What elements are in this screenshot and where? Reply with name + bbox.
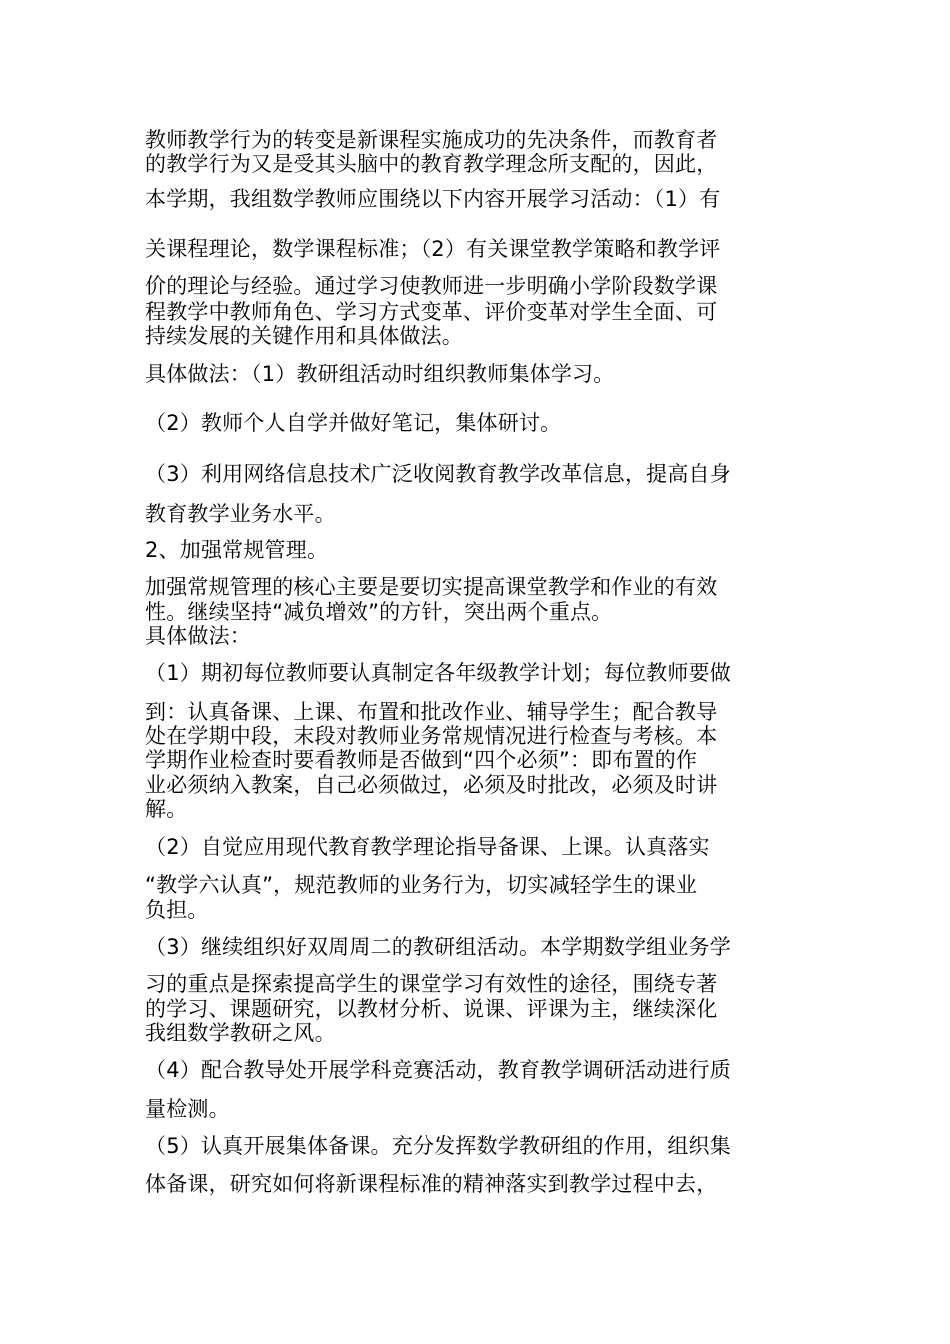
text-line: 业必须纳入教案，自己必须做过，必须及时批改，必须及时讲 — [145, 773, 718, 797]
section-heading: 2、加强常规管理。 — [145, 538, 329, 562]
text-line: 本学期，我组数学教师应围绕以下内容开展学习活动：（1）有 — [145, 187, 721, 211]
text-line: 体备课，研究如何将新课程标准的精神落实到教学过程中去， — [145, 1172, 718, 1196]
text-line: 加强常规管理的核心主要是要切实提高课堂教学和作业的有效 — [145, 575, 718, 599]
text-line: 持续发展的关键作用和具体做法。 — [145, 324, 463, 348]
text-line: （3）继续组织好双周周二的教研组活动。本学期数学组业务学 — [145, 935, 731, 959]
text-line: （4）配合教导处开展学科竞赛活动，教育教学调研活动进行质 — [145, 1058, 731, 1082]
text-line: 学期作业检查时要看教师是否做到“四个必须”：即布置的作 — [145, 748, 698, 772]
text-line: 解。 — [145, 797, 188, 821]
text-line: 习的重点是探索提高学生的课堂学习有效性的途径，围绕专著 — [145, 972, 718, 996]
text-line: 到：认真备课、上课、布置和批改作业、辅导学生；配合教导 — [145, 700, 718, 724]
text-line: 处在学期中段，末段对教师业务常规情况进行检查与考核。本 — [145, 724, 718, 748]
text-line: 量检测。 — [145, 1097, 230, 1121]
text-line: （1）期初每位教师要认真制定各年级教学计划；每位教师要做 — [145, 661, 731, 685]
text-line: 负担。 — [145, 898, 209, 922]
text-line: 性。继续坚持“减负增效”的方针，突出两个重点。 — [145, 600, 613, 624]
text-line: “教学六认真”，规范教师的业务行为，切实减轻学生的课业 — [145, 873, 698, 897]
text-line: 关课程理论，数学课程标准；（2）有关课堂教学策略和教学评 — [145, 237, 721, 261]
text-line: 程教学中教师角色、学习方式变革、评价变革对学生全面、可 — [145, 300, 718, 324]
text-line: 的教学行为又是受其头脑中的教育教学理念所支配的，因此， — [145, 152, 718, 176]
text-line: 教育教学业务水平。 — [145, 502, 336, 526]
text-line: （2）教师个人自学并做好笔记，集体研讨。 — [145, 411, 562, 435]
text-line: （3）利用网络信息技术广泛收阅教育教学改革信息，提高自身 — [145, 462, 731, 486]
text-line: 价的理论与经验。通过学习使教师进一步明确小学阶段数学课 — [145, 274, 718, 298]
text-line: 教师教学行为的转变是新课程实施成功的先决条件，而教育者 — [145, 128, 718, 152]
text-line: （2）自觉应用现代教育教学理论指导备课、上课。认真落实 — [145, 835, 710, 859]
text-line: （5）认真开展集体备课。充分发挥数学教研组的作用，组织集 — [145, 1134, 731, 1158]
text-line: 我组数学教研之风。 — [145, 1021, 336, 1045]
text-line: 具体做法： — [145, 624, 251, 648]
text-line: 的学习、课题研究，以教材分析、说课、评课为主，继续深化 — [145, 997, 718, 1021]
text-line: 具体做法：（1）教研组活动时组织教师集体学习。 — [145, 362, 615, 386]
